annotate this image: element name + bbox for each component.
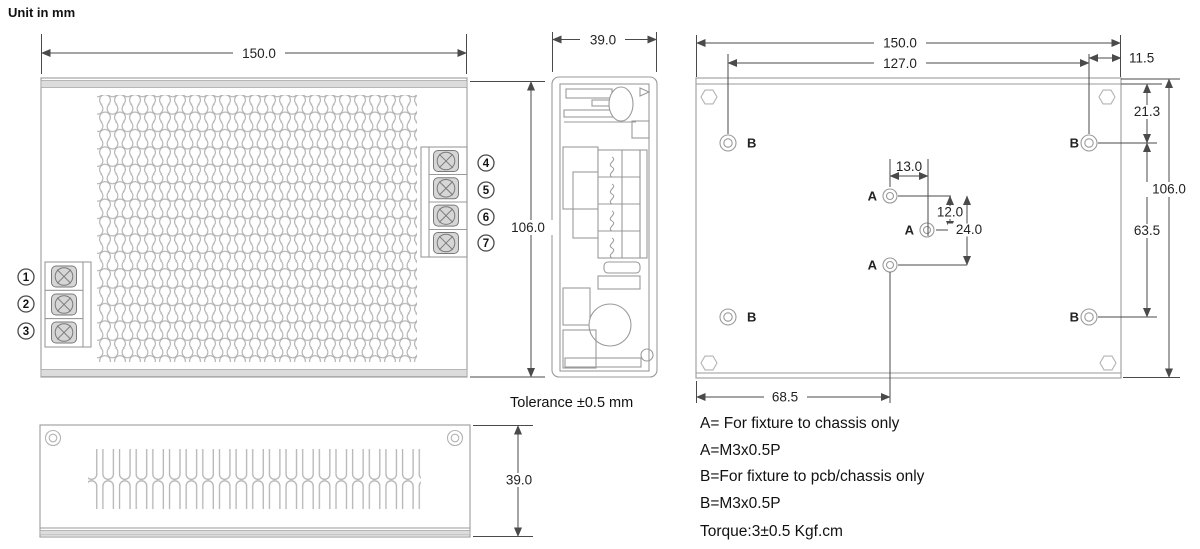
hole-label-a: A — [867, 188, 877, 204]
dim-top-offset: 21.3 — [1133, 104, 1161, 119]
hole-label-b: B — [747, 309, 757, 325]
note-b-thread: B=M3x0.5P — [700, 494, 781, 512]
hole-label-b: B — [1069, 135, 1079, 151]
hole-label-a: A — [867, 257, 877, 273]
hole-label-b: B — [1069, 309, 1079, 325]
pin-number-6 — [478, 209, 494, 225]
unit-label: Unit in mm — [8, 5, 76, 20]
side-view — [552, 77, 657, 377]
svg-text:6: 6 — [482, 212, 490, 224]
top-view-back-rail — [41, 370, 467, 377]
hole-label-a: A — [904, 222, 914, 238]
terminal-screw — [434, 178, 459, 199]
dim-bottom-height: 106.0 — [1152, 181, 1186, 197]
svg-text:3: 3 — [22, 326, 30, 338]
pin-number-1 — [18, 269, 34, 285]
terminal-screw — [52, 322, 77, 343]
dim-edge-offset: 11.5 — [1129, 50, 1155, 66]
dim-a-v2: 24.0 — [955, 222, 983, 237]
terminal-screw — [434, 233, 459, 254]
terminal-screw — [434, 205, 459, 226]
note-a-purpose: A= For fixture to chassis only — [700, 415, 900, 432]
pin-number-4 — [478, 155, 494, 171]
terminal-screw — [52, 294, 77, 315]
front-view-bottom-rail — [40, 531, 470, 536]
note-a-thread: A=M3x0.5P — [700, 441, 781, 459]
dim-side-width: 39.0 — [589, 32, 617, 48]
note-torque: Torque:3±0.5 Kgf.cm — [700, 523, 843, 540]
front-view — [40, 425, 470, 537]
pin-number-2 — [18, 296, 34, 312]
capacitor-outline — [609, 87, 633, 121]
top-view — [41, 78, 467, 377]
terminal-screw — [434, 151, 459, 172]
dim-a-column: 68.5 — [771, 389, 799, 405]
note-b-purpose: B=For fixture to pcb/chassis only — [700, 468, 925, 485]
dim-bottom-width: 150.0 — [883, 35, 917, 51]
vent-slots — [88, 449, 421, 509]
pin-number-5 — [478, 182, 494, 198]
svg-text:1: 1 — [22, 272, 30, 284]
dim-top-width: 150.0 — [242, 46, 276, 61]
svg-text:2: 2 — [22, 299, 30, 311]
dim-a-h: 13.0 — [895, 159, 923, 174]
capacitor-outline — [589, 304, 631, 346]
dim-a-v1: 12.0 — [936, 204, 964, 220]
svg-text:7: 7 — [482, 238, 490, 250]
hole-label-b: B — [747, 135, 757, 151]
top-view-front-rail — [41, 81, 467, 88]
dim-b-span: 63.5 — [1133, 223, 1161, 238]
pin-number-7 — [478, 235, 494, 251]
svg-text:4: 4 — [482, 158, 490, 170]
dim-side-height: 106.0 — [511, 220, 545, 235]
tolerance-note: Tolerance ±0.5 mm — [510, 395, 634, 411]
dim-mount-span: 127.0 — [883, 56, 917, 71]
bottom-view — [696, 78, 1121, 378]
vent-perforation — [97, 95, 417, 362]
svg-text:5: 5 — [482, 185, 490, 197]
pin-number-3 — [18, 323, 34, 339]
mounting-notes — [700, 411, 924, 546]
dim-front-height: 39.0 — [505, 472, 533, 488]
terminal-screw — [52, 266, 77, 287]
